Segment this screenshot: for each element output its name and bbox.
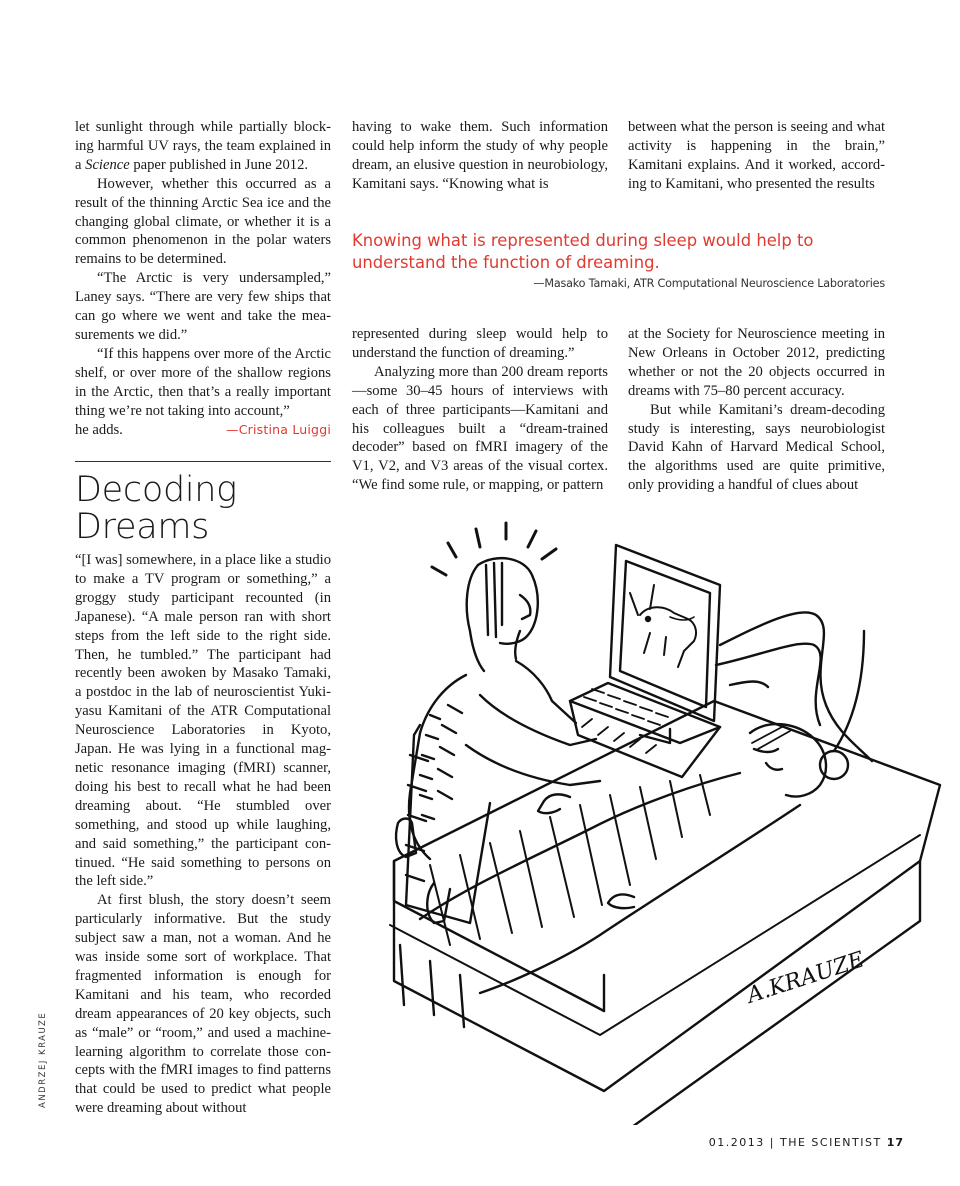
paragraph: having to wake them. Such information could help inform the study of why people dream, an elusive question in neurobiology, Kamitani says. “Knowing what is — [352, 119, 608, 192]
paragraph: But while Kamitani’s dream-decoding study is interesting, says neurobiologist David Kahn of Harvard Medical School, the algorithms used are quite primitive, only providing a handful of clues about — [628, 401, 885, 494]
paragraph-end: he adds. — [75, 421, 123, 438]
paragraph: “The Arctic is very undersampled,” Laney says. “There are very few ships that can go where we went and take the measurements we did.” — [75, 270, 331, 343]
paragraph: between what the person is seeing and what activity is happening in the brain,” Kamitani explains. And it worked, according to Kamitani, who presented the results — [628, 119, 885, 192]
footer-separator: | — [769, 1136, 775, 1149]
column-2-bottom — [352, 325, 608, 495]
byline-row — [75, 421, 331, 440]
issue-date: 01.2013 — [708, 1136, 765, 1149]
illustration-dream-decoding — [370, 505, 942, 1125]
computer-monitor — [570, 545, 720, 777]
pull-quote: Knowing what is represented during sleep would help to understand the function of dreaming. — [352, 231, 814, 272]
column-1-top — [75, 118, 331, 439]
paragraph: “If this happens over more of the Arctic shelf, or over more of the shallow regions in the Arctic, then that’s a really important thing we’re not taking into account,” — [75, 345, 331, 419]
page-number: 17 — [886, 1136, 904, 1149]
article-headline: Decoding Dreams — [75, 470, 237, 547]
cables — [716, 612, 872, 761]
paragraph: However, whether this occurred as a result of the thinning Arctic Sea ice and the changing global climate, or whether it is a common phenomenon in the polar waters remains to be determined. — [75, 175, 331, 268]
magazine-name: THE SCIENTIST — [779, 1136, 882, 1149]
pull-quote-attribution: —Masako Tamaki, ATR Computational Neuroscience Laboratories — [533, 277, 885, 290]
researcher — [406, 558, 600, 923]
section-divider — [75, 461, 331, 462]
paragraph: At first blush, the story doesn’t seem particularly informative. But the study subject saw a man, not a woman. And he was inside some sort of workplace. That fragmented information is enough for Kamitani and his team, who recorded dream appearances of 20 key objects, such as “male” or “room,” and used a machine-learning algorithm to correlate those concepts with the fMRI images to find patterns that could be used to predict what people were dreaming about without — [75, 892, 331, 1117]
paragraph: at the Society for Neuroscience meeting in New Orleans in October 2012, predicting whether or not the 20 objects occurred in dreams with 75–80 percent accuracy. — [628, 326, 885, 399]
paragraph: represented during sleep would help to understand the function of dreaming.” — [352, 326, 608, 361]
column-3-top — [628, 118, 885, 194]
author-byline: —Cristina Luiggi — [226, 421, 331, 437]
paragraph: let sunlight through while partially blocking harmful UV rays, the team explained in a Science paper published in June 2012. — [75, 119, 331, 173]
column-2-top — [352, 118, 608, 194]
illustration-credit: ANDRZEJ KRAUZE — [38, 1011, 48, 1108]
paragraph: “[I was] somewhere, in a place like a studio to make a TV program or something,” a groggy study participant recounted (in Japanese). “A male person ran with short steps from the left side to the right side. Then, he tumbled.” The participant had recently been awoken by Masako Tamaki, a postdoc in the lab of neuroscientist Yukiyasu Kamitani of the ATR Computational Neuroscience Laboratories in Kyoto, Japan. He was lying in a functional magnetic resonance imaging (fMRI) scanner, doing his best to recall what he had been dreaming about. “He stumbled over something, and stood up while laughing, and said something,” the participant continued. “He said something to persons on the left side.” — [75, 552, 331, 890]
column-3-bottom — [628, 325, 885, 495]
paragraph: Analyzing more than 200 dream reports—some 30–45 hours of interviews with each of three participants—Kamitani and his colleagues built a “dream-trained decoder” based on fMRI imagery of the V1, V2, and V3 areas of the visual cortex. “We find some rule, or mapping, or pattern — [352, 363, 608, 494]
journal-name: Science — [85, 156, 130, 173]
artist-signature: A.KRAUZE — [744, 947, 868, 1009]
column-1-bottom — [75, 551, 331, 1118]
page-footer — [709, 1136, 904, 1149]
